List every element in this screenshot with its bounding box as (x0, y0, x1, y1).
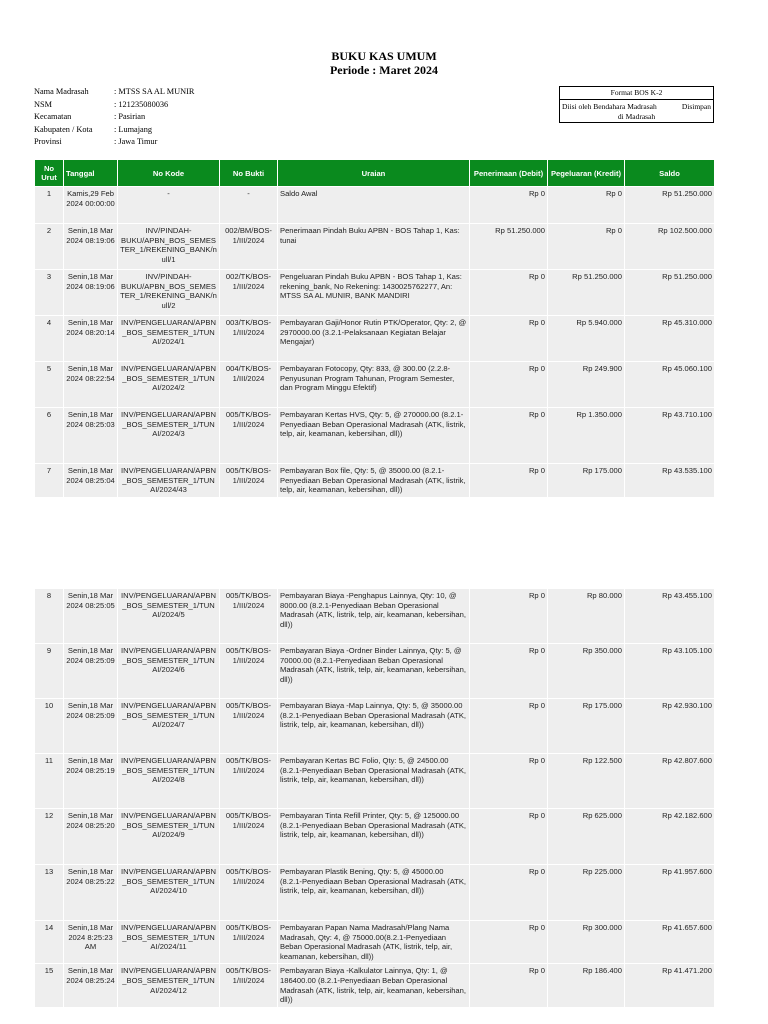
format-box-line1-left: Diisi oleh Bendahara Madrasah (562, 102, 657, 111)
cell-kredit: Rp 625.000 (548, 809, 625, 865)
cell-saldo: Rp 45.060.100 (625, 362, 715, 408)
cell-debit: Rp 0 (470, 408, 548, 464)
column-header-kredit: Pegeluaran (Kredit) (548, 160, 625, 187)
format-box-line2: di Madrasah (617, 112, 656, 121)
table-row (35, 270, 715, 316)
cell-kode: INV/PENGELUARAN/APBN_BOS_SEMESTER_1/TUNAI/2024/8 (118, 754, 220, 809)
cell-debit: Rp 0 (470, 964, 548, 1008)
cell-bukti: 005/TK/BOS-1/III/2024 (220, 699, 278, 754)
info-value: : Jawa Timur (114, 137, 158, 146)
cell-no: 6 (35, 408, 64, 464)
cell-kredit: Rp 225.000 (548, 865, 625, 921)
cell-uraian: Penerimaan Pindah Buku APBN - BOS Tahap 1, Kas: tunai (278, 224, 470, 270)
table-row (35, 809, 715, 865)
format-box-line1 (560, 102, 713, 112)
info-value: : Pasirian (114, 112, 146, 121)
cell-debit: Rp 0 (470, 644, 548, 699)
cell-kode: INV/PENGELUARAN/APBN_BOS_SEMESTER_1/TUNAI/2024/9 (118, 809, 220, 865)
cell-kode: INV/PENGELUARAN/APBN_BOS_SEMESTER_1/TUNAI/2024/11 (118, 921, 220, 964)
cell-kredit: Rp 0 (548, 187, 625, 224)
cell-debit: Rp 0 (470, 270, 548, 316)
cell-tanggal: Kamis,29 Feb 2024 00:00:00 (64, 187, 118, 224)
cell-bukti: 005/TK/BOS-1/III/2024 (220, 644, 278, 699)
cell-tanggal: Senin,18 Mar 2024 08:25:22 (64, 865, 118, 921)
info-value: : MTSS SA AL MUNIR (114, 87, 195, 96)
ledger-table-bottom (34, 588, 715, 1008)
cell-tanggal: Senin,18 Mar 2024 08:22:54 (64, 362, 118, 408)
cell-tanggal: Senin,18 Mar 2024 08:19:06 (64, 224, 118, 270)
cell-no: 9 (35, 644, 64, 699)
column-header-bukti: No Bukti (220, 160, 278, 187)
cell-kode: INV/PENGELUARAN/APBN_BOS_SEMESTER_1/TUNAI/2024/2 (118, 362, 220, 408)
cell-kredit: Rp 300.000 (548, 921, 625, 964)
cell-kode: INV/PENGELUARAN/APBN_BOS_SEMESTER_1/TUNAI/2024/10 (118, 865, 220, 921)
cell-bukti: 005/TK/BOS-1/III/2024 (220, 964, 278, 1008)
ledger-rows-bottom (35, 589, 715, 1008)
cell-kredit: Rp 249.900 (548, 362, 625, 408)
cell-kredit: Rp 5.940.000 (548, 316, 625, 362)
cell-debit: Rp 0 (470, 316, 548, 362)
info-row-nsm (34, 99, 194, 112)
document-title: BUKU KAS UMUM (331, 49, 437, 63)
info-label: Nama Madrasah (34, 87, 89, 96)
cell-kredit: Rp 122.500 (548, 754, 625, 809)
cell-uraian: Pembayaran Biaya -Kalkulator Lainnya, Qty: 1, @ 186400.00 (8.2.1-Penyediaan Beban Operasional Madrasah (ATK, listrik, telp, air, keamanan, kebersihan, dll)) (278, 964, 470, 1008)
table-header-row (35, 160, 715, 187)
ledger-table-top (34, 159, 715, 498)
column-header-no: No Urut (35, 160, 64, 187)
cell-uraian: Pembayaran Gaji/Honor Rutin PTK/Operator, Qty: 2, @ 2970000.00 (3.2.1-Pelaksanaan Kegiatan Belajar Mengajar) (278, 316, 470, 362)
cell-kredit: Rp 350.000 (548, 644, 625, 699)
cell-bukti: 002/BM/BOS-1/III/2024 (220, 224, 278, 270)
cell-kode: INV/PENGELUARAN/APBN_BOS_SEMESTER_1/TUNAI/2024/3 (118, 408, 220, 464)
column-header-tanggal: Tanggal (64, 160, 118, 187)
info-row-nama-madrasah (34, 86, 194, 99)
cell-uraian: Pembayaran Kertas BC Folio, Qty: 5, @ 24500.00 (8.2.1-Penyediaan Beban Operasional Madrasah (ATK, listrik, telp, air, keamanan, kebersihan, dll)) (278, 754, 470, 809)
table-row (35, 865, 715, 921)
cell-saldo: Rp 42.182.600 (625, 809, 715, 865)
cell-uraian: Pembayaran Biaya -Map Lainnya, Qty: 5, @ 35000.00 (8.2.1-Penyediaan Beban Operasional Madrasah (ATK, listrik, telp, air, keamanan, kebersihan, dll)) (278, 699, 470, 754)
cell-debit: Rp 0 (470, 699, 548, 754)
cell-tanggal: Senin,18 Mar 2024 08:19:06 (64, 270, 118, 316)
cell-no: 5 (35, 362, 64, 408)
table-row (35, 921, 715, 964)
table-row (35, 464, 715, 498)
cell-debit: Rp 0 (470, 809, 548, 865)
cell-bukti: - (220, 187, 278, 224)
cell-kode: - (118, 187, 220, 224)
cell-bukti: 005/TK/BOS-1/III/2024 (220, 589, 278, 644)
format-box-line1-right: Disimpan (681, 102, 711, 111)
cell-bukti: 005/TK/BOS-1/III/2024 (220, 408, 278, 464)
table-row (35, 589, 715, 644)
table-row (35, 408, 715, 464)
format-box-header: Format BOS K-2 (560, 87, 713, 100)
cell-bukti: 003/TK/BOS-1/III/2024 (220, 316, 278, 362)
cell-saldo: Rp 41.957.600 (625, 865, 715, 921)
cell-kredit: Rp 186.400 (548, 964, 625, 1008)
cell-tanggal: Senin,18 Mar 2024 08:25:20 (64, 809, 118, 865)
cell-tanggal: Senin,18 Mar 2024 08:25:04 (64, 464, 118, 498)
cell-tanggal: Senin,18 Mar 2024 08:25:09 (64, 644, 118, 699)
cell-no: 14 (35, 921, 64, 964)
cell-bukti: 005/TK/BOS-1/III/2024 (220, 464, 278, 498)
cell-no: 15 (35, 964, 64, 1008)
cell-no: 8 (35, 589, 64, 644)
cell-kredit: Rp 1.350.000 (548, 408, 625, 464)
cell-no: 2 (35, 224, 64, 270)
cell-uraian: Pembayaran Fotocopy, Qty: 833, @ 300.00 (2.2.8-Penyusunan Program Tahunan, Program Semester, dan Program Minggu Efektif) (278, 362, 470, 408)
cell-kode: INV/PINDAH-BUKU/APBN_BOS_SEMESTER_1/REKENING_BANK/null/2 (118, 270, 220, 316)
cell-debit: Rp 0 (470, 362, 548, 408)
cell-bukti: 004/TK/BOS-1/III/2024 (220, 362, 278, 408)
cell-kode: INV/PENGELUARAN/APBN_BOS_SEMESTER_1/TUNAI/2024/12 (118, 964, 220, 1008)
info-value: : 121235080036 (114, 99, 169, 109)
cell-kode: INV/PENGELUARAN/APBN_BOS_SEMESTER_1/TUNAI/2024/7 (118, 699, 220, 754)
cell-saldo: Rp 45.310.000 (625, 316, 715, 362)
cell-tanggal: Senin,18 Mar 2024 08:25:09 (64, 699, 118, 754)
cell-no: 10 (35, 699, 64, 754)
cell-uraian: Pembayaran Kertas HVS, Qty: 5, @ 270000.00 (8.2.1-Penyediaan Beban Operasional Madrasah (ATK, listrik, telp, air, keamanan, kebersihan, dll)) (278, 408, 470, 464)
cell-debit: Rp 0 (470, 921, 548, 964)
cell-uraian: Pembayaran Plastik Bening, Qty: 5, @ 45000.00 (8.2.1-Penyediaan Beban Operasional Madrasah (ATK, listrik, telp, air, keamanan, kebersihan, dll)) (278, 865, 470, 921)
cell-kode: INV/PENGELUARAN/APBN_BOS_SEMESTER_1/TUNAI/2024/6 (118, 644, 220, 699)
document-period: Periode : Maret 2024 (329, 63, 439, 77)
cell-kode: INV/PENGELUARAN/APBN_BOS_SEMESTER_1/TUNAI/2024/5 (118, 589, 220, 644)
cell-uraian: Pembayaran Biaya -Ordner Binder Lainnya, Qty: 5, @ 70000.00 (8.2.1-Penyediaan Beban Operasional Madrasah (ATK, listrik, telp, air, keamanan, kebersihan, dll)) (278, 644, 470, 699)
cell-bukti: 005/TK/BOS-1/III/2024 (220, 921, 278, 964)
cell-uraian: Pembayaran Biaya -Penghapus Lainnya, Qty: 10, @ 8000.00 (8.2.1-Penyediaan Beban Operasional Madrasah (ATK, listrik, telp, air, keamanan, kebersihan, dll)) (278, 589, 470, 644)
info-label: Provinsi (34, 137, 62, 146)
school-info (34, 86, 194, 149)
table-row (35, 699, 715, 754)
cell-kode: INV/PINDAH-BUKU/APBN_BOS_SEMESTER_1/REKENING_BANK/null/1 (118, 224, 220, 270)
column-header-saldo: Saldo (625, 160, 715, 187)
cell-saldo: Rp 43.710.100 (625, 408, 715, 464)
cell-uraian: Saldo Awal (278, 187, 470, 224)
cell-saldo: Rp 102.500.000 (625, 224, 715, 270)
cell-uraian: Pembayaran Papan Nama Madrasah/Plang Nama Madrasah, Qty: 4, @ 75000.00(8.2.1-Penyediaan Beban Operasional Madrasah (ATK, listrik, telp, air, keamanan, kebersihan, dll)) (278, 921, 470, 964)
table-row (35, 754, 715, 809)
cell-uraian: Pembayaran Box file, Qty: 5, @ 35000.00 (8.2.1-Penyediaan Beban Operasional Madrasah (ATK, listrik, telp, air, keamanan, kebersihan, dll)) (278, 464, 470, 498)
column-header-kode: No Kode (118, 160, 220, 187)
table-row (35, 362, 715, 408)
cell-debit: Rp 0 (470, 464, 548, 498)
table-row (35, 964, 715, 1008)
cell-kredit: Rp 80.000 (548, 589, 625, 644)
cell-no: 7 (35, 464, 64, 498)
cell-saldo: Rp 42.930.100 (625, 699, 715, 754)
cell-kredit: Rp 175.000 (548, 699, 625, 754)
cell-tanggal: Senin,18 Mar 2024 08:25:24 (64, 964, 118, 1008)
info-label: Kecamatan (34, 112, 72, 121)
column-header-uraian: Uraian (278, 160, 470, 187)
cell-debit: Rp 0 (470, 865, 548, 921)
cell-tanggal: Senin,18 Mar 2024 08:20:14 (64, 316, 118, 362)
cell-saldo: Rp 51.250.000 (625, 187, 715, 224)
cell-uraian: Pengeluaran Pindah Buku APBN - BOS Tahap 1, Kas: rekening_bank, No Rekening: 1430025762277, An: MTSS SA AL MUNIR, BANK MANDIRI (278, 270, 470, 316)
table-row (35, 187, 715, 224)
cell-debit: Rp 0 (470, 187, 548, 224)
info-row-kabupaten (34, 124, 194, 137)
cell-debit: Rp 0 (470, 754, 548, 809)
cell-bukti: 002/TK/BOS-1/III/2024 (220, 270, 278, 316)
cell-no: 11 (35, 754, 64, 809)
cell-saldo: Rp 43.535.100 (625, 464, 715, 498)
cell-kredit: Rp 175.000 (548, 464, 625, 498)
cell-no: 1 (35, 187, 64, 224)
cell-debit: Rp 51.250.000 (470, 224, 548, 270)
column-header-debit: Penerimaan (Debit) (470, 160, 548, 187)
cell-debit: Rp 0 (470, 589, 548, 644)
cell-kode: INV/PENGELUARAN/APBN_BOS_SEMESTER_1/TUNAI/2024/1 (118, 316, 220, 362)
cell-bukti: 005/TK/BOS-1/III/2024 (220, 754, 278, 809)
cell-no: 3 (35, 270, 64, 316)
table-row (35, 224, 715, 270)
cell-kredit: Rp 51.250.000 (548, 270, 625, 316)
cell-bukti: 005/TK/BOS-1/III/2024 (220, 865, 278, 921)
cell-tanggal: Senin,18 Mar 2024 8:25:23 AM (64, 921, 118, 964)
table-row (35, 316, 715, 362)
info-row-kecamatan (34, 111, 194, 124)
cell-saldo: Rp 43.455.100 (625, 589, 715, 644)
cell-saldo: Rp 42.807.600 (625, 754, 715, 809)
info-label: NSM (34, 99, 52, 109)
info-row-provinsi (34, 136, 194, 149)
cell-tanggal: Senin,18 Mar 2024 08:25:19 (64, 754, 118, 809)
ledger-rows-top (35, 187, 715, 498)
cell-no: 13 (35, 865, 64, 921)
cell-uraian: Pembayaran Tinta Refill Printer, Qty: 5, @ 125000.00 (8.2.1-Penyediaan Beban Operasional Madrasah (ATK, listrik, telp, air, keamanan, kebersihan, dll)) (278, 809, 470, 865)
cell-saldo: Rp 51.250.000 (625, 270, 715, 316)
info-label: Kabupaten / Kota (34, 124, 93, 134)
cell-bukti: 005/TK/BOS-1/III/2024 (220, 809, 278, 865)
cell-kode: INV/PENGELUARAN/APBN_BOS_SEMESTER_1/TUNAI/2024/43 (118, 464, 220, 498)
table-row (35, 644, 715, 699)
cell-no: 4 (35, 316, 64, 362)
cell-saldo: Rp 41.657.600 (625, 921, 715, 964)
cell-no: 12 (35, 809, 64, 865)
info-value: : Lumajang (114, 124, 153, 134)
format-box (559, 86, 714, 123)
cell-kredit: Rp 0 (548, 224, 625, 270)
cell-saldo: Rp 41.471.200 (625, 964, 715, 1008)
cell-saldo: Rp 43.105.100 (625, 644, 715, 699)
cell-tanggal: Senin,18 Mar 2024 08:25:03 (64, 408, 118, 464)
cell-tanggal: Senin,18 Mar 2024 08:25:05 (64, 589, 118, 644)
